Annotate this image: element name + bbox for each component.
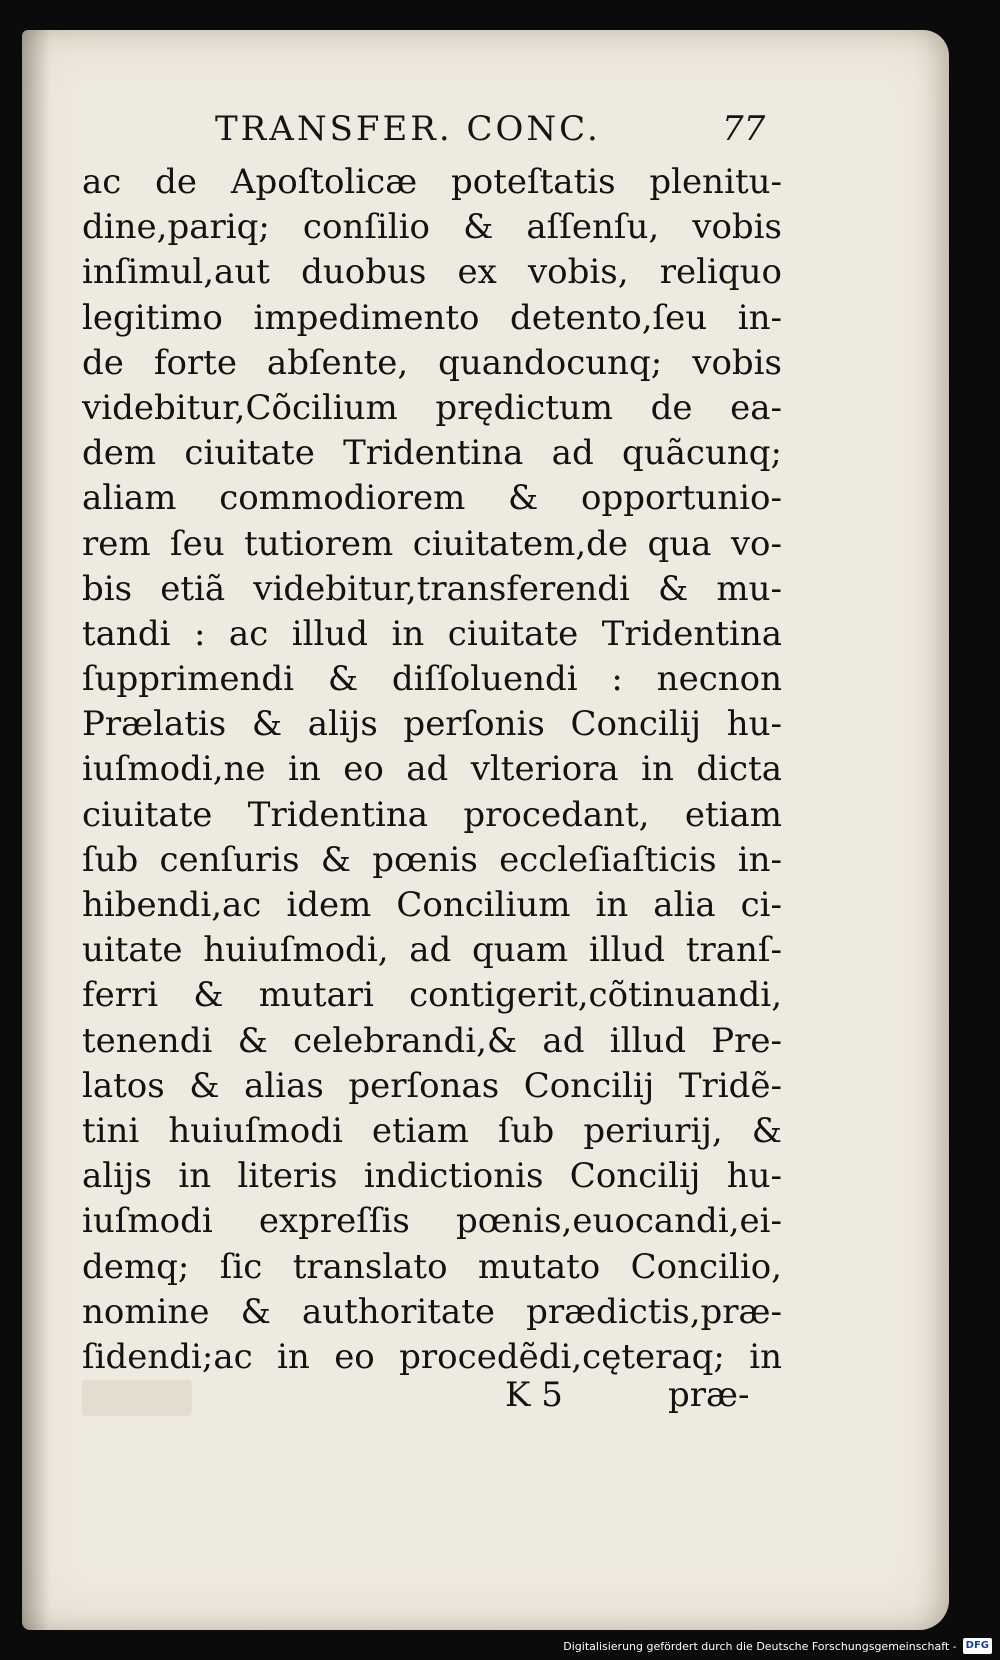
text-line: ciuitate Tridentina procedant, etiam bbox=[82, 794, 782, 835]
text-line: nomine & authoritate prædictis,præ- bbox=[82, 1291, 782, 1332]
text-line: de forte abſente, quandocunq; vobis bbox=[82, 342, 782, 383]
page-footer bbox=[0, 1370, 1000, 1420]
text-line: iuſmodi,ne in eo ad vlteriora in dicta bbox=[82, 749, 782, 790]
text-line: dine,pariq; conſilio & aſſenſu, vobis bbox=[82, 207, 782, 248]
text-line: alijs in literis indictionis Concilij hu- bbox=[82, 1156, 782, 1197]
text-line: legitimo impedimento detento,ſeu in- bbox=[82, 297, 782, 338]
text-line: latos & alias perſonas Concilij Tridẽ- bbox=[82, 1065, 782, 1106]
page-number: 77 bbox=[722, 109, 766, 149]
digitization-credit bbox=[563, 1636, 992, 1656]
dfg-logo: DFG bbox=[963, 1638, 992, 1654]
text-line: ſupprimendi & diſſoluendi : necnon bbox=[82, 659, 782, 700]
text-line: rem ſeu tutiorem ciuitatem,de qua vo- bbox=[82, 523, 782, 564]
text-line: videbitur,Cõcilium prędictum de ea- bbox=[82, 387, 782, 428]
page-header bbox=[0, 104, 1000, 154]
text-line: demq; ſic translato mutato Concilio, bbox=[82, 1246, 782, 1287]
text-line: uitate huiuſmodi, ad quam illud tranſ- bbox=[82, 930, 782, 971]
text-line: aliam commodiorem & opportunio- bbox=[82, 478, 782, 519]
text-line: ſidendi;ac in eo procedẽdi,cęteraq; in bbox=[82, 1336, 782, 1377]
text-line: iuſmodi expreſſis pœnis,euocandi,ei- bbox=[82, 1201, 782, 1242]
text-line: bis etiã videbitur,transferendi & mu- bbox=[82, 568, 782, 609]
text-line: inſimul,aut duobus ex vobis, reliquo bbox=[82, 252, 782, 293]
text-line: dem ciuitate Tridentina ad quãcunq; bbox=[82, 433, 782, 474]
running-head: TRANSFER. CONC. bbox=[215, 109, 601, 149]
body-text bbox=[82, 160, 782, 1380]
text-line: ac de Apoſtolicæ poteſtatis plenitu- bbox=[82, 162, 782, 202]
credit-text: Digitalisierung gefördert durch die Deutsche Forschungsgemeinschaft - bbox=[563, 1639, 957, 1653]
catchword: præ- bbox=[668, 1375, 750, 1415]
text-line: ferri & mutari contigerit,cõtinuandi, bbox=[82, 975, 782, 1016]
text-line: tandi : ac illud in ciuitate Tridentina bbox=[82, 613, 782, 654]
text-line: Prælatis & alijs perſonis Concilij hu- bbox=[82, 704, 782, 745]
text-line: ſub cenſuris & pœnis eccleſiaſticis in- bbox=[82, 839, 782, 880]
signature-mark: K 5 bbox=[505, 1375, 563, 1415]
text-line: tenendi & celebrandi,& ad illud Pre- bbox=[82, 1020, 782, 1061]
text-line: hibendi,ac idem Concilium in alia ci- bbox=[82, 885, 782, 925]
text-line: tini huiuſmodi etiam ſub periurij, & bbox=[82, 1110, 782, 1151]
